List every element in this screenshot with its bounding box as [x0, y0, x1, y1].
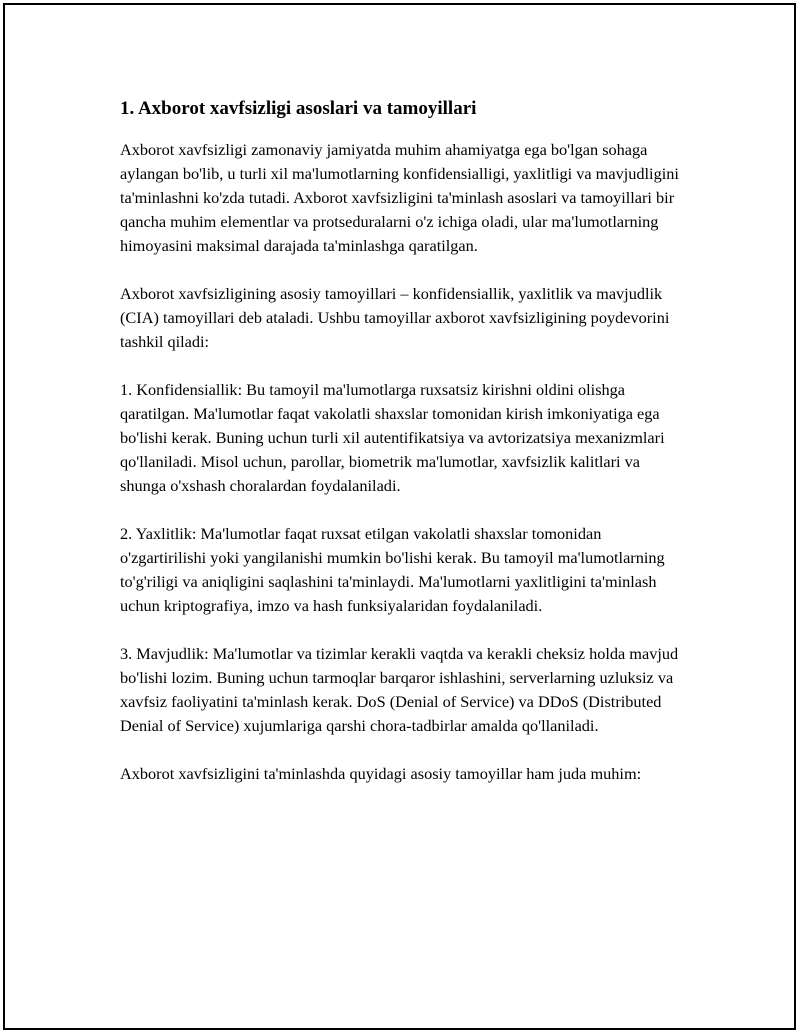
section-heading: 1. Axborot xavfsizligi asoslari va tamoyillari [120, 98, 477, 119]
paragraph-intro: Axborot xavfsizligi zamonaviy jamiyatda muhim ahamiyatga ega bo'lgan sohaga aylangan bo'lib, u turli xil ma'lumotlarning konfidensialligi, yaxlitligi va mavjudligini ta'minlashni ko'zda tutadi. Axborot xavfsizligini ta'minlash asoslari va tamoyillari bir qancha muhim elementlar va protseduralarni o'z ichiga oladi, ular ma'lumotlarning himoyasini maksimal darajada ta'minlashga qaratilgan. [120, 140, 679, 255]
paragraph-integrity: 2. Yaxlitlik: Ma'lumotlar faqat ruxsat etilgan vakolatli shaxslar tomonidan o'zgartirilishi yoki yangilanishi mumkin bo'lishi kerak. Bu tamoyil ma'lumotlarning to'g'riligi va aniqligini saqlashini ta'minlaydi. Ma'lumotlarni yaxlitligini ta'minlash uchun kriptografiya, imzo va hash funksiyalaridan foydalaniladi. [120, 524, 665, 615]
paragraph-additional-principles: Axborot xavfsizligini ta'minlashda quyidagi asosiy tamoyillar ham juda muhim: [120, 764, 642, 783]
paragraph-confidentiality: 1. Konfidensiallik: Bu tamoyil ma'lumotlarga ruxsatsiz kirishni oldini olishga qaratilgan. Ma'lumotlar faqat vakolatli shaxslar tomonidan kirish imkoniyatiga ega bo'lishi kerak. Buning uchun turli xil autentifikatsiya va avtorizatsiya mexanizmlari qo'llaniladi. Misol uchun, parollar, biometrik ma'lumotlar, xavfsizlik kalitlari va shunga o'xshash choralardan foydalaniladi. [120, 380, 665, 495]
document-body [120, 97, 680, 810]
paragraph-availability: 3. Mavjudlik: Ma'lumotlar va tizimlar kerakli vaqtda va kerakli cheksiz holda mavjud bo'lishi lozim. Buning uchun tarmoqlar barqaror ishlashini, serverlarning uzluksiz va xavfsiz faoliyatini ta'minlash kerak. DoS (Denial of Service) va DDoS (Distributed Denial of Service) xujumlariga qarshi chora-tadbirlar amalda qo'llaniladi. [120, 644, 679, 735]
document-page [3, 3, 796, 1030]
paragraph-cia-principles: Axborot xavfsizligining asosiy tamoyillari – konfidensiallik, yaxlitlik va mavjudlik (CIA) tamoyillari deb ataladi. Ushbu tamoyillar axborot xavfsizligining poydevorini tashkil qiladi: [120, 284, 670, 351]
